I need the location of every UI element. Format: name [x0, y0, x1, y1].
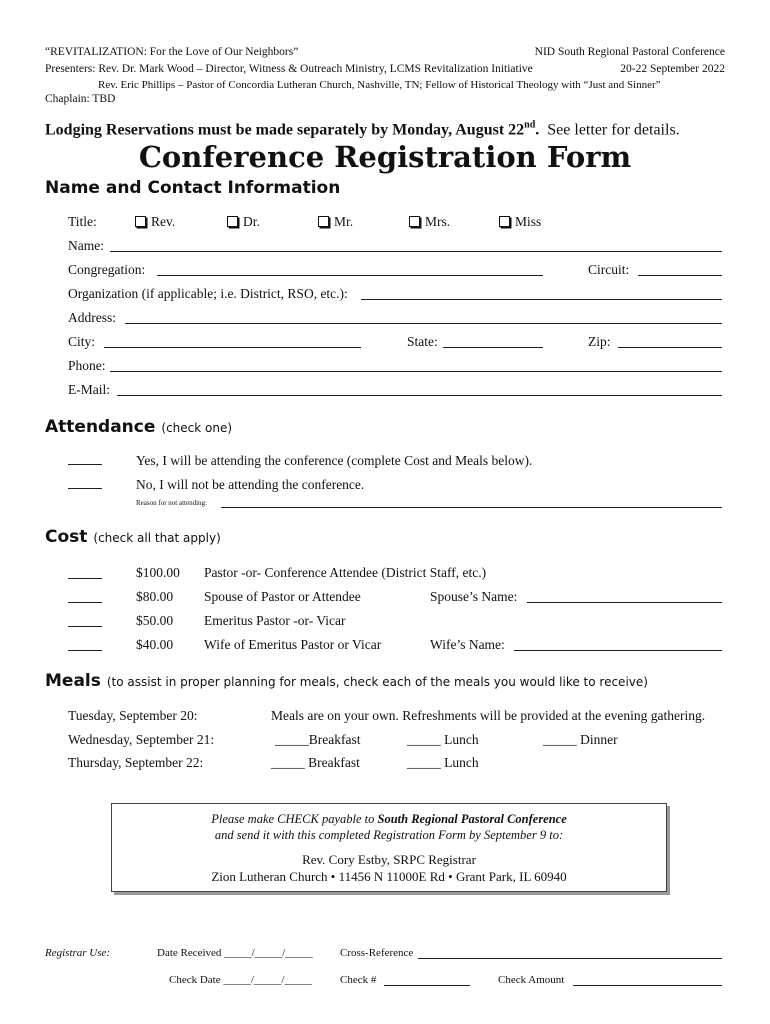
check-number-field[interactable]	[384, 985, 470, 986]
form-title: Conference Registration Form	[138, 140, 632, 174]
state-label: State:	[407, 334, 438, 349]
lodging-text: Lodging Reservations must be made separately by Monday, August 22	[45, 121, 525, 139]
cost-row-4-price: $40.00	[136, 637, 174, 652]
wednesday-lunch[interactable]: _____ Lunch	[407, 732, 479, 747]
thursday-lunch[interactable]: _____ Lunch	[407, 755, 479, 770]
payment-line-2: and send it with this completed Registration Form by September 9 to:	[214, 828, 564, 842]
lodging-note: See letter for details.	[547, 121, 680, 139]
conference-title	[45, 46, 298, 58]
attendance-note: (check one)	[161, 421, 233, 435]
cost-row-3-blank[interactable]	[68, 626, 102, 627]
check-date[interactable]: Check Date _____/_____/_____	[169, 974, 312, 986]
city-label: City:	[68, 334, 96, 349]
address-field[interactable]	[125, 323, 722, 324]
cost-row-1-desc: Pastor -or- Conference Attendee (District Staff, etc.)	[204, 565, 487, 580]
chaplain-line: Chaplain: TBD	[45, 93, 116, 105]
payment-line-1-prefix: Please make CHECK payable to	[211, 812, 378, 826]
tuesday-label: Tuesday, September 20:	[68, 708, 198, 723]
cost-heading-text: Cost	[45, 527, 88, 547]
date-received[interactable]: Date Received _____/_____/_____	[157, 947, 313, 959]
presenter-1: Rev. Dr. Mark Wood – Director, Witness & Outreach Ministry, LCMS Revitalization Initiative	[98, 63, 533, 75]
check-number-label: Check #	[340, 974, 377, 986]
presenter-2: Rev. Eric Phillips – Pastor of Concordia Lutheran Church, Nashville, TN; Fellow of Historical Theology with “Just and Sinner”	[98, 79, 661, 91]
meals-heading	[45, 671, 648, 691]
wednesday-label: Wednesday, September 21:	[68, 732, 215, 747]
spouse-name-field[interactable]	[527, 602, 722, 603]
organization-field[interactable]	[361, 299, 722, 300]
name-field[interactable]	[110, 251, 722, 252]
mrs-checkbox[interactable]	[409, 216, 420, 227]
wednesday-dinner[interactable]: _____ Dinner	[543, 732, 618, 747]
phone-label: Phone:	[68, 358, 106, 373]
conference-title-text: “REVITALIZATION: For the Love of Our Neighbors”	[45, 46, 299, 58]
meals-heading-text: Meals	[45, 671, 101, 691]
wednesday-breakfast[interactable]: _____Breakfast	[275, 732, 361, 747]
payment-payee: South Regional Pastoral Conference	[377, 812, 567, 826]
address-label: Address:	[68, 310, 116, 325]
lodging-notice	[45, 120, 680, 139]
miss-checkbox[interactable]	[499, 216, 510, 227]
payment-instructions-box	[111, 803, 667, 892]
thursday-label: Thursday, September 22:	[68, 755, 204, 770]
presenters-label: Presenters:	[45, 63, 96, 75]
state-field[interactable]	[443, 347, 543, 348]
contact-heading: Name and Contact Information	[45, 178, 341, 198]
circuit-label: Circuit:	[588, 262, 630, 277]
presenters-line-1	[45, 63, 533, 75]
congregation-label: Congregation:	[68, 262, 146, 277]
registrar-address: Zion Lutheran Church • 11456 N 11000E Rd • Grant Park, IL 60940	[211, 869, 567, 884]
conference-dates: 20-22 September 2022	[620, 63, 725, 75]
email-field[interactable]	[117, 395, 722, 396]
email-label: E-Mail:	[68, 382, 110, 397]
zip-label: Zip:	[588, 334, 611, 349]
title-label: Title:	[68, 214, 97, 229]
title-option-dr[interactable]: Dr.	[227, 214, 260, 230]
title-option-rev[interactable]: Rev.	[135, 214, 175, 230]
cost-note: (check all that apply)	[93, 531, 221, 545]
circuit-field[interactable]	[638, 275, 722, 276]
payment-line-1	[112, 812, 666, 827]
attendance-yes-text: Yes, I will be attending the conference (complete Cost and Meals below).	[136, 453, 533, 468]
conference-name: NID South Regional Pastoral Conference	[534, 46, 725, 58]
attendance-yes-blank[interactable]	[68, 464, 102, 465]
tuesday-text: Meals are on your own. Refreshments will be provided at the evening gathering.	[271, 708, 706, 723]
spouse-name-label: Spouse’s Name:	[430, 589, 518, 604]
attendance-no-blank[interactable]	[68, 488, 102, 489]
meals-note: (to assist in proper planning for meals, check each of the meals you would like to receive)	[106, 675, 648, 689]
registrar-name: Rev. Cory Estby, SRPC Registrar	[302, 852, 476, 867]
attendance-heading-text: Attendance	[45, 417, 156, 437]
rev-checkbox[interactable]	[135, 216, 146, 227]
cost-row-1-price: $100.00	[136, 565, 180, 580]
cost-row-2-desc: Spouse of Pastor or Attendee	[204, 589, 361, 604]
title-option-mr[interactable]: Mr.	[318, 214, 353, 230]
lodging-period: .	[535, 121, 540, 139]
name-label: Name:	[68, 238, 104, 253]
cost-row-3-price: $50.00	[136, 613, 174, 628]
reason-field[interactable]	[221, 507, 722, 508]
wife-name-field[interactable]	[514, 650, 722, 651]
city-field[interactable]	[104, 347, 361, 348]
congregation-field[interactable]	[157, 275, 543, 276]
cross-reference-field[interactable]	[418, 958, 722, 959]
cost-row-2-price: $80.00	[136, 589, 174, 604]
phone-field[interactable]	[110, 371, 722, 372]
check-amount-field[interactable]	[573, 985, 722, 986]
wife-name-label: Wife’s Name:	[430, 637, 505, 652]
cost-heading	[45, 527, 221, 547]
registrar-use-label: Registrar Use:	[45, 947, 111, 959]
check-amount-label: Check Amount	[498, 974, 565, 986]
attendance-no-text: No, I will not be attending the conference.	[136, 477, 365, 492]
title-option-mrs[interactable]: Mrs.	[409, 214, 450, 230]
lodging-superscript: nd	[524, 120, 536, 131]
cost-row-3-desc: Emeritus Pastor -or- Vicar	[204, 613, 346, 628]
cost-row-1-blank[interactable]	[68, 578, 102, 579]
cost-row-4-desc: Wife of Emeritus Pastor or Vicar	[204, 637, 382, 652]
cross-reference-label: Cross-Reference	[340, 947, 414, 959]
title-option-miss[interactable]: Miss	[499, 214, 541, 230]
attendance-heading	[45, 417, 232, 437]
dr-checkbox[interactable]	[227, 216, 238, 227]
cost-row-4-blank[interactable]	[68, 650, 102, 651]
reason-label: Reason for not attending:	[136, 499, 207, 507]
organization-label: Organization (if applicable; i.e. District, RSO, etc.):	[68, 286, 348, 301]
cost-row-2-blank[interactable]	[68, 602, 102, 603]
thursday-breakfast[interactable]: _____ Breakfast	[271, 755, 360, 770]
mr-checkbox[interactable]	[318, 216, 329, 227]
zip-field[interactable]	[618, 347, 722, 348]
